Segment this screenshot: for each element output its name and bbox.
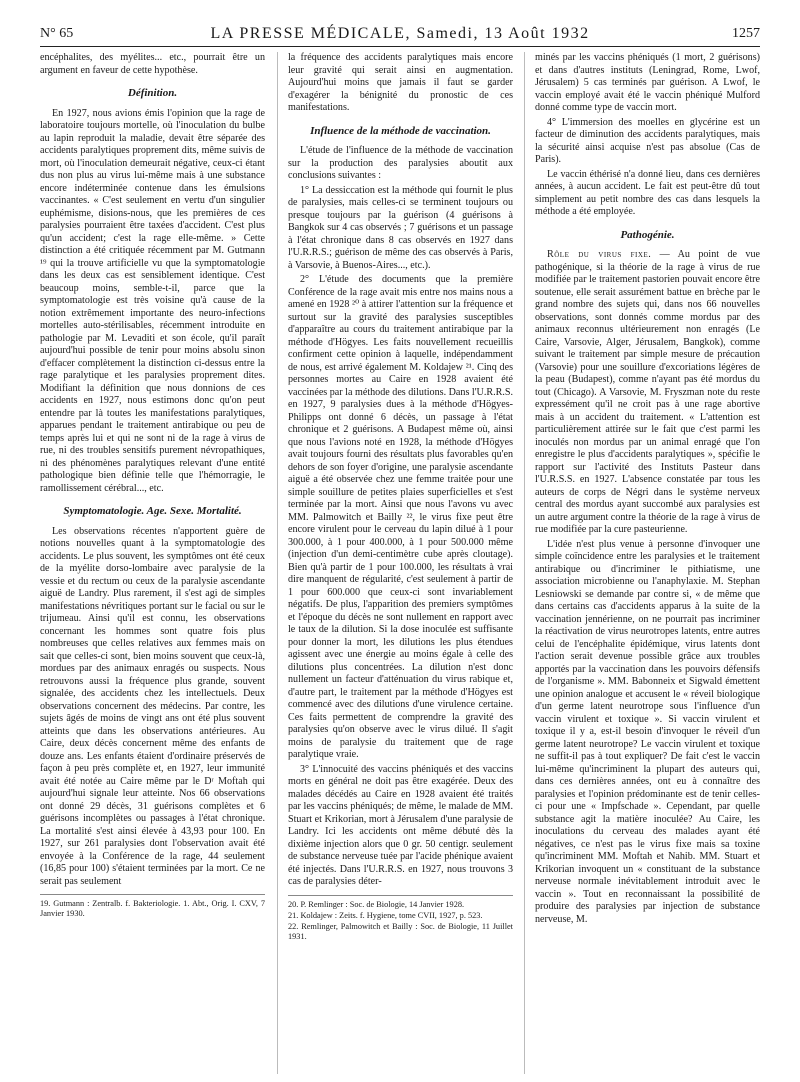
run-in-heading: Rôle du virus fixe. xyxy=(547,249,652,260)
footnote-19: 19. Gutmann : Zentralb. f. Bakteriologie. 1. Abt., Orig. I. CXV, 7 Janvier 1930. xyxy=(40,899,265,919)
paragraph xyxy=(535,249,760,537)
footnote-20: 20. P. Remlinger : Soc. de Biologie, 14 Janvier 1928. xyxy=(288,899,465,909)
paragraph: minés par les vaccins phéniqués (1 mort, 2 guérisons) et dans d'autres instituts (Leningrad, Rome, Lwof, Jérusalem) 5 cas terminés par guérison. A Lwof, le vaccin employé avait été le vaccin phéniqué Mulford donné comme type de vaccin mort. xyxy=(535,52,760,113)
paragraph: L'idée n'est plus venue à personne d'invoquer une simple coïncidence entre les paralysies et le traitement antirabique ou d'incriminer le pithiatisme, une association microbienne ou l'anaphylaxie. M. Stephan Lesniowski se demande par contre si, « de même que dans certains cas d'accidents apparus à la suite de la vaccination jennérienne, on ne pourrait pas incriminer la réactivation de virus neurotropes latents, entre autres celui de l'encéphalite épidémique, virus latents dont l'action serait devenue possible grâce aux troubles apportés par la vaccination dans les pouvoirs défensifs de l'organisme ». MM. Babonneix et Sigwald émettent une opinion analogue et accusent le « réveil biologique d'un germe latent neurotrope sous l'influence d'un vaccin virulent et toxique ». Si vaccin virulent et toxique il y a, est-il besoin d'invoquer le réveil d'un germe latent neurotrope? Le vaccin virulent et toxique ne suffit-il pas à tout expliquer? De fait c'est le vaccin lui-même qu'incriminent la plupart des auteurs qui, dans ces dernières années, ont eu à connaître des paralysies et l'opinion prédominante est de tenir celles-ci pour une « Impfschade ». Cependant, par quelle substance agit la matière inoculée? Au Caire, les inoculations du cerveau des malades ayant été négatives, ce n'est pas le virus fixe mais sa toxine qu'incriminent MM. Moftah et Nahib. MM. Stuart et Krikorian invoquent un « constituant de la substance nerveuse normale inévitablement introduit avec le vaccin ». Tout en reconnaissant la possibilité de produire des paralysies par injection de substance nerveuse, M. xyxy=(535,538,760,925)
footnotes xyxy=(288,895,513,943)
paragraph-text: — Au point de vue pathogénique, si la théorie de la rage à virus de rue modifiée par le traitement pastorien pouvait encore être soutenue, elle serait assurément battue en brèche par le grand nombre des sujets qui, dans nos 66 nouvelles observations, sont donnés comme mordus par des animaux reconnus ultérieurement non enragés (Le Caire, Varsovie, Alger, Jérusalem, Bangkok), comme suivant le traitement par simple mesure de précaution (Varsovie) pour une souillure d'excoriations légères de la peau (Budapest), comme n'ayant pas été mordus du tout (Chicago). A Varsovie, M. Fryszman note du reste expressément qu'il ne croit pas à une rage abortive mais à un accident du traitement. « L'attention est particulièrement attirée sur le fait que c'est parmi les inoculés non mordus par un animal enragé que l'on enregistre le plus d'accidents paralytiques », spécifie le rapport sur l'activité des Instituts Pasteur dans l'U.R.S.S. en 1927. L'absence constatée par tous les auteurs de corps de Négri dans le système nerveux central des mordus ayant succombé aux paralysies est un autre argument contre la théorie de la rage à virus de rue modifiée par la cure pasteurienne. xyxy=(535,249,760,535)
section-heading-definition: Définition. xyxy=(127,87,178,99)
column-3 xyxy=(535,52,760,1074)
footnote-22: 22. Remlinger, Palmowitch et Bailly : Soc. de Biologie, 11 Juillet 1931. xyxy=(288,922,513,942)
paragraph: En 1927, nous avions émis l'opinion que la rage de laboratoire toujours mortelle, où l'inoculation du bulbe au lapin reproduit la maladie, devait être séparée des accidents paralytiques proprement dits, même suivis de mort, où l'inoculation demeurait négative, ceux-ci étant dus non plus au virus lui-même mais à une substance encore indéterminée contenue dans les émulsions vaccinantes. « C'est seulement en vertu d'un singulier euphémisme, disions-nous, que les premières de ces paralysies pourraient être taxées d'accident. C'est plus qu'un accident; c'est la rage elle-même. » Cette distinction a été critiquée récemment par M. Gutmann ¹⁹ qui la trouve artificielle vu que la symptomatologie dans les deux cas est sensiblement identique. C'est beaucoup moins, semble-t-il, parce que la symptomatologie est très voisine qu'à cause de la notion extrêmement importante des neuro-infections mortelles auto-stérilisables, récemment introduite en pathologie par M. Levaditi et son école, qu'il paraît aujourd'hui possible de tenir pour moins absolu sinon d'effacer complètement la distinction ci-dessus entre la rage paralytique et les paralysies proprement dites. Modifiant la définition que nous donnions de ces accidents en 1927, nous estimons donc qu'on peut entendre par là toutes les manifestations paralytiques, apparues pendant le traitement antirabique ou peu de temps après lui et qui ne sont ni de la rage à virus de rue, ni des troubles sensitifs purement névropathiques, ni des phénomènes paralytiques relevant d'une entité pathologique bien définie telle que l'hémorragie, le ramollissement cérébral..., etc. xyxy=(40,107,265,494)
paragraph: 1° La dessiccation est la méthode qui fournit le plus de paralysies, mais celles-ci se terminent toujours ou presque toujours par la guérison (4 guérisons à Bangkok sur 4 cas observés ; 7 guérisons et un passage à l'état chronique dans 8 cas observés en 1927 dans l'U.R.R.S.; guérison de même des cas observés à Paris, à Varsovie, à Buenos-Aires..., etc.). xyxy=(288,184,513,271)
paragraph: 3° L'innocuité des vaccins phéniqués et des vaccins morts en général ne doit pas être exagérée. Deux des malades décédés au Caire en 1928 avaient été traités par les vaccins phéniqués; de même, le malade de MM. Stuart et Krikorian, mort à Jérusalem d'une paralysie de Landry. Ici les accidents ont même débuté dès la dixième injection alors que 0 gr. 50 centigr. seulement de substance nerveuse tuée par l'acide phénique avaient été injectés. Dans l'U.R.R.S. en 1927, nous trouvons 3 cas de paralysies déter- xyxy=(288,763,513,887)
page-number: 1257 xyxy=(732,26,760,41)
paragraph: encéphalites, des myélites... etc., pourrait être un argument en faveur de cette hypothèse. xyxy=(40,52,265,76)
section-heading-symptomatologie: Symptomatologie. Age. Sexe. Mortalité. xyxy=(63,505,242,517)
section-heading-pathogenie: Pathogénie. xyxy=(620,228,675,241)
page-header xyxy=(40,24,760,47)
footnotes xyxy=(40,894,265,920)
paragraph: Les observations récentes n'apportent guère de notions nouvelles quant à la symptomatologie des accidents. Le plus souvent, les symptômes ont été ceux de la myélite dorso-lombaire avec paralysie de la vessie et du rectum ou ceux de la paralysie ascendante aiguë de Landry. Plus rarement, il s'est agi de simples manifestations névritiques portant sur le facial ou sur le trijumeau. Ainsi qu'il est connu, les observations concernant les hommes sont quatre fois plus nombreuses que celles relatives aux femmes mais on sait que celles-ci sont, bien moins souvent que ceux-là, mordues par des animaux enragés ou suspects. Nous retrouvons aussi la fréquence plus grande, souvent signalée, des accidents chez les intellectuels. Deux observations concernent des médecins. Par contre, les sujets âgés de moins de vingt ans ont été plus souvent atteints que dans les observations antérieures. Au Caire, deux décès concernent même des enfants de douze ans. Les enfants étaient d'ordinaire préservés de façon à peu près complète et, en 1927, leur immunité avait été notée au Caire même par le Dʳ Moftah qui aujourd'hui signale leur atteinte. Nos 66 observations ont donné 29 décès, 31 guérisons complètes et 6 guérisons incomplètes ou passages à l'état chronique. La mortalité s'est ainsi élevée à 43,93 pour 100. En 1927, sur 261 paralysies dont l'observation avait été envoyée à la Conférence de la rage, 44 seulement (16,85 pour 100) s'étaient terminées par la mort. Ce ne serait pas seulement xyxy=(40,525,265,887)
issue-number: N° 65 xyxy=(40,26,74,41)
column-2 xyxy=(288,52,513,1074)
footnote-21: 21. Koldajew : Zeits. f. Hygiene, tome CVII, 1927, p. 523. xyxy=(288,910,483,920)
paragraph: 4° L'immersion des moelles en glycérine est un facteur de diminution des accidents paralytiques, mais la sécurité ainsi acquise n'est pas absolue (Cas de Paris). xyxy=(535,116,760,165)
column-rule xyxy=(277,52,278,1074)
paragraph: Le vaccin éthérisé n'a donné lieu, dans ces dernières années, à aucun accident. Le fait est peut-être dû tout simplement au petit nombre des cas dans lesquels la méthode a été employée. xyxy=(535,168,760,217)
paragraph: 2° L'étude des documents que la première Conférence de la rage avait mis entre nos mains nous a amené en 1928 ²⁰ à attirer l'attention sur la fréquence et surtout sur la gravité des paralysies susceptibles d'apparaître au cours du traitement antirabique par la méthode d'Högyes. Les faits nouvellement recueillis confirment cette opinion à laquelle, indépendamment de nous, est arrivé également M. Koldajew ²¹. Cinq des personnes mortes au Caire en 1928 avaient été vaccinées par la méthode des dilutions. Dans l'U.R.R.S. en 1927, 9 paralysies dues à la méthode d'Högyes-Philipps ont donné 6 décès, un passage à l'état chronique et 2 guérisons. A Budapest même où, ainsi que nous l'avions noté en 1928, la méthode d'Högyes avait toujours fourni des résultats plus favorables qu'en dehors de son foyer d'origine, une paralysie ascendante aiguë a été observée chez une femme traitée pour une simple souillure de petites plaies superficielles et s'est terminée par la mort. Ainsi que nous l'avons vu avec MM. Palmowitch et Bailly ²², le virus fixe peut être encore virulent pour le cerveau du lapin dilué à 1 pour 300.000, à 1 pour 400.000, à 1 pour 500.000 même (injection d'un demi-centimètre cube après cloutage). Bien qu'à partir de 1 pour 100.000, les résultats à vrai dire manquent de régularité, c'est seulement à partir de 1 pour 600.000 que ceux-ci sont invariablement négatifs. De plus, l'apparition des premiers symptômes et l'époque du décès ne sont nullement en rapport avec le taux de la dilution. Si la dose inoculée est suffisante pour donner la mort, les dilutions les plus étendues agissent avec une énergie au moins égale à celle des dilutions plus concentrées. La dilution n'est donc nullement un facteur d'atténuation du virus rabique et, d'autre part, le traitement par la méthode d'Högyes est commencé avec des dilutions d'une virulence certaine. Ces faits permettent de comprendre la gravité des paralysies qu'on observe avec le virus dilué. Il s'agit moins de paralysie du traitement que de rage paralytique vraie. xyxy=(288,274,513,760)
paragraph: L'étude de l'influence de la méthode de vaccination sur la production des paralysies aboutit aux conclusions suivantes : xyxy=(288,145,513,181)
paragraph: la fréquence des accidents paralytiques mais encore leur gravité qui serait ainsi en augmentation. Aujourd'hui moins que jamais il faut se garder d'exagérer la bénignité du pronostic de ces manifestations. xyxy=(288,52,513,113)
section-heading-influence: Influence de la méthode de vaccination. xyxy=(310,124,491,137)
column-1 xyxy=(40,52,265,1074)
journal-title: LA PRESSE MÉDICALE, Samedi, 13 Août 1932 xyxy=(210,25,590,42)
column-rule xyxy=(524,52,525,1074)
